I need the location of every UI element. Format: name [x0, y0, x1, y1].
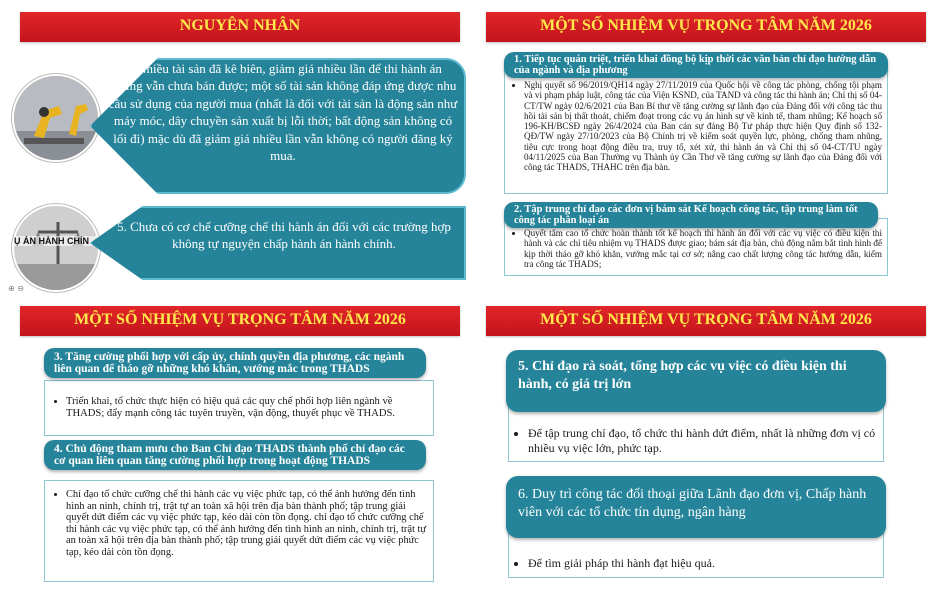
task-3-item: • Triển khai, tổ chức thực hiện có hiệu quả các quy chế phối hợp liên ngành về THADS; đẩy mạnh công tác tuyên truyền, vận động, thuyết phục về THADS.	[66, 396, 428, 420]
task-1-title: 1. Tiếp tục quán triệt, triển khai đồng bộ kịp thời các văn bản chỉ đạo hướng dẫn của ngành và địa phương	[504, 52, 888, 78]
cause-5-text: 5. Chưa có cơ chế cưỡng chế thi hành án đối với các trường hợp không tự nguyện chấp hành án hành chính.	[117, 219, 451, 251]
cause-4-text: 4. Nhiều tài sản đã kê biên, giảm giá nhiều lần để thi hành án nhưng vẫn chưa bán được; một số tài sản không đáp ứng được nhu cầu sử dụng của người mua (nhất là đối với tài sản là động sản như máy móc, dây chuyền sản xuất bị lỗi thời; bất động sản không có lối đi) mặc dù đã giảm giá nhiều lần vẫn không có người đăng ký mua.	[108, 61, 458, 164]
task-4-title: 4. Chủ động tham mưu cho Ban Chỉ đạo THADS thành phố chỉ đạo các cơ quan liên quan tăng cường phối hợp trong hoạt động THADS	[44, 440, 426, 470]
task-1-item: • Nghị quyết số 96/2019/QH14 ngày 27/11/2019 của Quốc hội về công tác phòng, chống tội phạm và vi phạm pháp luật, công tác của Viện KSND, của TAND và công tác thi hành án; Chỉ thị số 04-CT/TW ngày 02/6/2021 của Ban Bí thư về tăng cường sự lãnh đạo của Đảng đối với công tác thu hồi tài sản bị thất thoát, chiếm đoạt trong các vụ án hình sự về kinh tế, tham nhũng; Kế hoạch số 196-KH/BCSĐ ngày 26/4/2024 của Ban cán sự đảng Bộ Tư pháp thực hiện Quy định số 132-QĐ/TW ngày 27/10/2023 của Bộ Chính trị về kiểm soát quyền lực, phòng, chống tham nhũng, tiêu cực trong hoạt động điều tra, truy tố, xét xử, thi hành án và Chỉ thị số 04-CT/TU ngày 04/11/2025 của Ban Thường vụ Thành ủy Cần Thơ về tăng cường sự lãnh đạo của Đảng đối với công tác THADS, THAHC trên địa bàn.	[524, 80, 882, 173]
task-2-item: • Quyết tâm cao tổ chức hoàn thành tốt kế hoạch thi hành án đối với các vụ việc có điều kiện thi hành và các chỉ tiêu nhiệm vụ THADS được giao; bám sát địa bàn, chủ động nắm bắt tình hình để kịp thời tháo gỡ khó khăn, vướng mắc tại cơ sở; nâng cao chất lượng công tác hướng dẫn, kiểm tra công tác THADS;	[524, 228, 882, 269]
task-4-item: • Chỉ đạo tổ chức cưỡng chế thi hành các vụ việc phức tạp, có thể ảnh hưởng đến tình hình an ninh, chính trị, trật tự an toàn xã hội trên địa bàn thành phố; tập trung giải quyết dứt điểm các vụ việc phức tạp, kéo dài còn tồn đọng. chỉ đạo tổ chức cưỡng chế thi hành các vụ việc phức tạp, có thể ảnh hưởng đến tình hình an ninh, chính trị, trật tự an toàn xã hội trên địa bàn thành phố; tập trung giải quyết dứt điểm các vụ việc phức tạp, kéo dài còn tồn đọng.	[66, 489, 428, 559]
task-6-title: 6. Duy trì công tác đối thoại giữa Lãnh đạo đơn vị, Chấp hành viên với các tổ chức tín dụng, ngân hàng	[506, 476, 886, 538]
admin-judgment-caption: Ụ ÁN HÀNH CHÍN	[14, 236, 100, 246]
zoom-control-icons[interactable]: ⊕ ⊖	[8, 284, 24, 293]
task-4-list	[52, 489, 428, 559]
q4-banner: MỘT SỐ NHIỆM VỤ TRỌNG TÂM NĂM 2026	[486, 306, 926, 336]
admin-judgment-image	[12, 204, 100, 292]
q2-banner: MỘT SỐ NHIỆM VỤ TRỌNG TÂM NĂM 2026	[486, 12, 926, 42]
task-5-list	[514, 426, 878, 456]
task-5-title: 5. Chỉ đạo rà soát, tổng hợp các vụ việc có điều kiện thi hành, có giá trị lớn	[506, 350, 886, 412]
task-2-title: 2. Tập trung chỉ đạo các đơn vị bám sát Kế hoạch công tác, tập trung làm tốt công tác phân loại án	[504, 202, 878, 228]
task-6-item: • Để tìm giải pháp thi hành đạt hiệu quả.	[528, 556, 878, 571]
task-6-list	[514, 556, 878, 571]
q3-banner: MỘT SỐ NHIỆM VỤ TRỌNG TÂM NĂM 2026	[20, 306, 460, 336]
task-3-title: 3. Tăng cường phối hợp với cấp ủy, chính quyền địa phương, các ngành liên quan để tháo gỡ những khó khăn, vướng mắc trong THADS	[44, 348, 426, 378]
q1-banner: NGUYÊN NHÂN	[20, 12, 460, 42]
task-3-list	[52, 396, 428, 420]
task-5-item: • Để tập trung chỉ đạo, tổ chức thi hành dứt điểm, nhất là những đơn vị có nhiều vụ việc lớn, phức tạp.	[528, 426, 878, 456]
task-1-list	[510, 80, 882, 173]
factory-robot-image	[12, 74, 100, 162]
task-2-list	[510, 228, 882, 269]
